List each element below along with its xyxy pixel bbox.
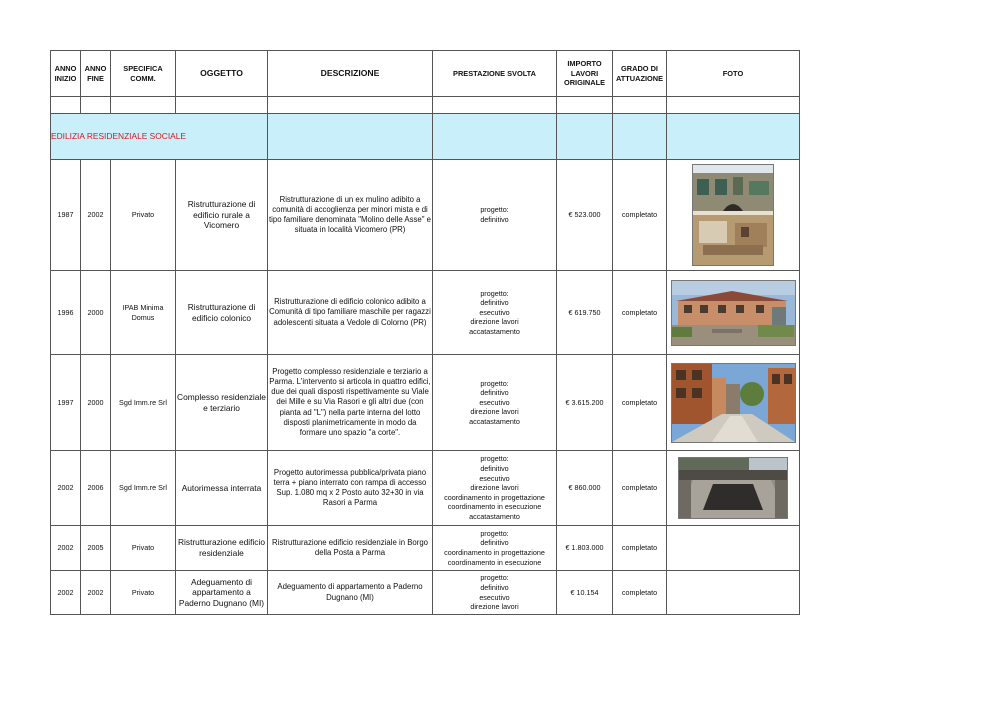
cell-importo: € 1.803.000 <box>557 526 613 571</box>
cell-prestazione: progetto: definitivo esecutivo direzione lavori <box>433 571 557 615</box>
cell-oggetto: Ristrutturazione di edificio rurale a Vicomero <box>176 160 268 271</box>
cell-oggetto: Complesso residenziale e terziario <box>176 355 268 451</box>
cell-specifica: Privato <box>111 571 176 615</box>
cell-anno-inizio: 2002 <box>51 526 81 571</box>
cell-anno-fine: 2002 <box>81 160 111 271</box>
cell-specifica: Sgd Imm.re Srl <box>111 451 176 526</box>
cell-prestazione: progetto: definitivo esecutivo direzione lavori accatastamento <box>433 355 557 451</box>
cell-importo: € 3.615.200 <box>557 355 613 451</box>
cell-importo: € 619.750 <box>557 271 613 355</box>
cell-anno-inizio: 2002 <box>51 571 81 615</box>
header-grado: GRADO DI ATTUAZIONE <box>613 51 667 97</box>
cell-anno-inizio: 1987 <box>51 160 81 271</box>
cell-descrizione: Ristrutturazione di un ex mulino adibito a comunità di accoglienza per minori mista e di tipo familiare denominata "Molino delle Asse" e situata in località Vicomero (PR) <box>268 160 433 271</box>
table-row <box>51 526 800 571</box>
cell-anno-fine: 2000 <box>81 355 111 451</box>
header-descrizione: DESCRIZIONE <box>268 51 433 97</box>
cell-prestazione: progetto: definitivo coordinamento in progettazione coordinamento in esecuzione <box>433 526 557 571</box>
cell-foto <box>667 160 800 271</box>
cell-descrizione: Ristrutturazione di edificio colonico adibito a Comunità di tipo familiare maschile per ragazzi adolescenti situata a Vedole di Colorno (PR) <box>268 271 433 355</box>
cell-oggetto: Ristrutturazione edificio residenziale <box>176 526 268 571</box>
cell-foto <box>667 271 800 355</box>
header-row <box>51 51 800 97</box>
cell-descrizione: Adeguamento di appartamento a Paderno Dugnano (MI) <box>268 571 433 615</box>
section-row <box>51 114 800 160</box>
header-prestazione: PRESTAZIONE SVOLTA <box>433 51 557 97</box>
cell-descrizione: Progetto autorimessa pubblica/privata piano terra + piano interrato con rampa di accesso Sup. 1.080 mq x 2 Posto auto 32+30 in via Rasori a Parma <box>268 451 433 526</box>
cell-grado: completato <box>613 451 667 526</box>
cell-grado: completato <box>613 355 667 451</box>
cell-anno-fine: 2006 <box>81 451 111 526</box>
cell-foto <box>667 355 800 451</box>
cell-grado: completato <box>613 271 667 355</box>
header-importo: IMPORTO LAVORI ORIGINALE <box>557 51 613 97</box>
header-oggetto: OGGETTO <box>176 51 268 97</box>
table-row <box>51 451 800 526</box>
cell-importo: € 523.000 <box>557 160 613 271</box>
cell-anno-inizio: 2002 <box>51 451 81 526</box>
cell-anno-inizio: 1996 <box>51 271 81 355</box>
table-row <box>51 160 800 271</box>
cell-grado: completato <box>613 160 667 271</box>
cell-specifica: IPAB Minima Domus <box>111 271 176 355</box>
cell-specifica: Privato <box>111 526 176 571</box>
cell-foto <box>667 451 800 526</box>
header-anno-fine: ANNO FINE <box>81 51 111 97</box>
cell-importo: € 10.154 <box>557 571 613 615</box>
cell-grado: completato <box>613 571 667 615</box>
header-specifica-comm: SPECIFICA COMM. <box>111 51 176 97</box>
table-row <box>51 355 800 451</box>
cell-anno-fine: 2005 <box>81 526 111 571</box>
table-row <box>51 271 800 355</box>
cell-prestazione: progetto: definitivo <box>433 160 557 271</box>
cell-specifica: Privato <box>111 160 176 271</box>
table-row <box>51 571 800 615</box>
header-foto: FOTO <box>667 51 800 97</box>
cell-prestazione: progetto: definitivo esecutivo direzione lavori coordinamento in progettazione coordinamento in esecuzione accatastamento <box>433 451 557 526</box>
cell-grado: completato <box>613 526 667 571</box>
cell-anno-inizio: 1997 <box>51 355 81 451</box>
projects-table <box>50 50 800 615</box>
section-title: EDILIZIA RESIDENZIALE SOCIALE <box>51 114 268 160</box>
photo-residential-court <box>671 363 796 443</box>
cell-descrizione: Ristrutturazione edificio residenziale in Borgo della Posta a Parma <box>268 526 433 571</box>
cell-oggetto: Adeguamento di appartamento a Paderno Dugnano (MI) <box>176 571 268 615</box>
cell-oggetto: Ristrutturazione di edificio colonico <box>176 271 268 355</box>
cell-oggetto: Autorimessa interrata <box>176 451 268 526</box>
photo-garage-ramp <box>678 457 788 519</box>
cell-importo: € 860.000 <box>557 451 613 526</box>
photo-farmhouse <box>671 280 796 346</box>
cell-foto <box>667 526 800 571</box>
cell-specifica: Sgd Imm.re Srl <box>111 355 176 451</box>
cell-foto <box>667 571 800 615</box>
cell-anno-fine: 2000 <box>81 271 111 355</box>
blank-row <box>51 97 800 114</box>
cell-descrizione: Progetto complesso residenziale e terziario a Parma. L'intervento si articola in quattro edifici, due dei quali disposti rispettivamente su Viale dei Mille e su Via Rasori e gli altri due (con pianta ad "L") nella parte interna del lotto disposti planimetricamente in modo da formare uno spazio "a corte". <box>268 355 433 451</box>
cell-prestazione: progetto: definitivo esecutivo direzione lavori accatastamento <box>433 271 557 355</box>
cell-anno-fine: 2002 <box>81 571 111 615</box>
header-anno-inizio: ANNO INIZIO <box>51 51 81 97</box>
photo-rural-courtyard <box>692 164 774 266</box>
